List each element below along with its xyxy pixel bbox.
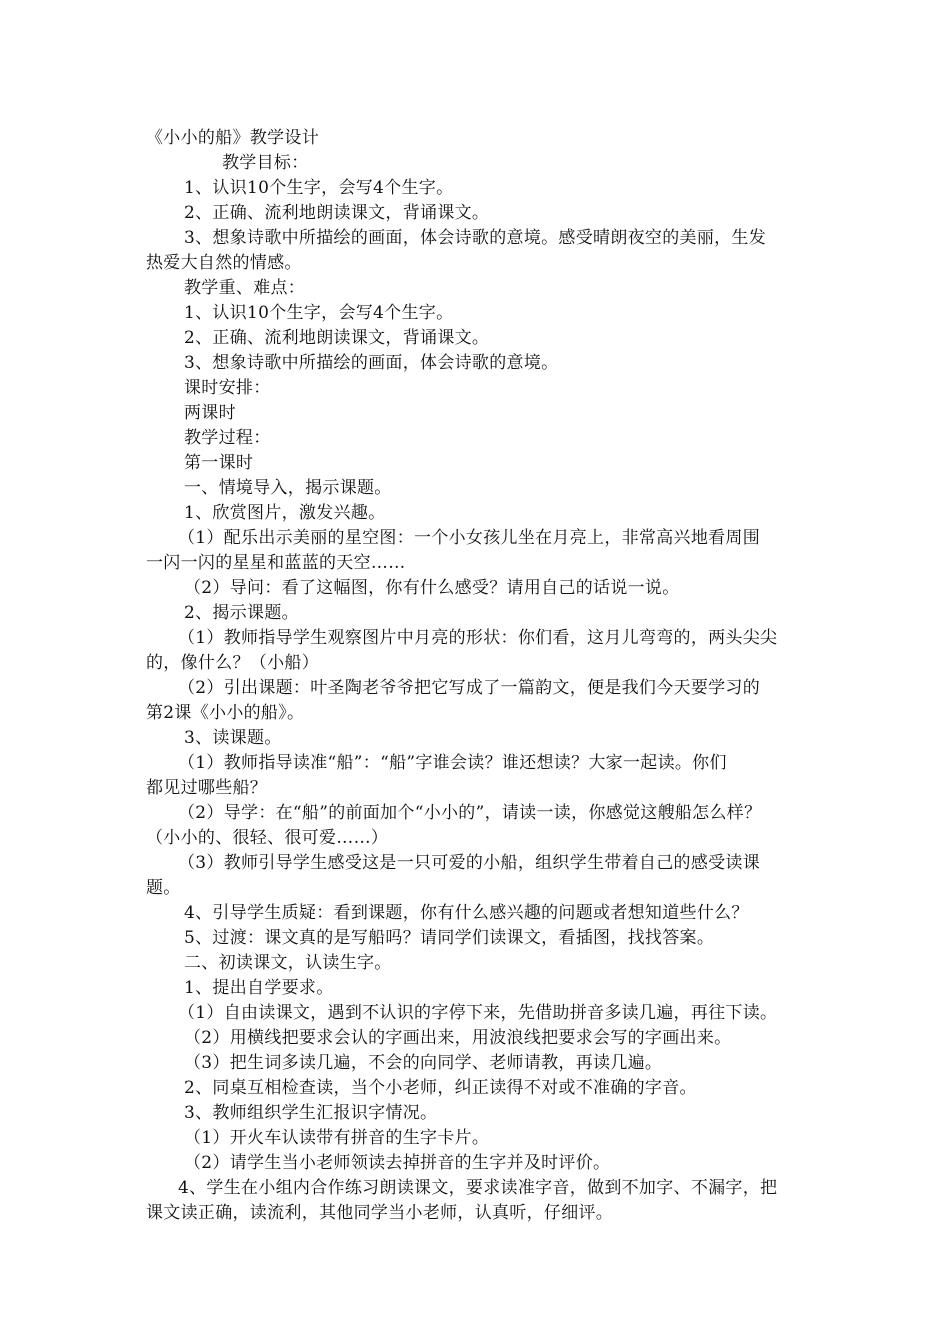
text-line: 2、同桌互相检查读，当个小老师，纠正读得不对或不准确的字音。 [184, 1078, 697, 1098]
text-line: 2、正确、流利地朗读课文，背诵课文。 [184, 328, 490, 348]
text-line: 3、想象诗歌中所描绘的画面，体会诗歌的意境。感受晴朗夜空的美丽，生发 [184, 228, 767, 248]
text-line: （2）用横线把要求会认的字画出来，用波浪线把要求会写的字画出来。 [184, 1028, 732, 1048]
text-line: 2、揭示课题。 [184, 603, 299, 623]
text-line: 热爱大自然的情感。 [146, 253, 302, 273]
text-line: 教学目标： [222, 153, 309, 173]
text-line: 教学过程： [184, 428, 271, 448]
text-line: （1）自由读课文，遇到不认识的字停下来，先借助拼音多读几遍，再往下读。 [178, 1003, 778, 1023]
text-line: 两课时 [184, 403, 236, 423]
text-line: 一、情境导入，揭示课题。 [184, 478, 392, 498]
text-line: （2）引出课题：叶圣陶老爷爷把它写成了一篇韵文，便是我们今天要学习的 [178, 678, 761, 698]
text-line: 5、过渡：课文真的是写船吗？请同学们读课文，看插图，找找答案。 [184, 928, 715, 948]
doc-title: 《小小的船》教学设计 [146, 128, 319, 148]
text-line: 二、初读课文，认读生字。 [184, 953, 392, 973]
text-line: （3）把生词多读几遍，不会的向同学、老师请教，再读几遍。 [184, 1053, 663, 1073]
text-line: （1）教师指导读准“船”：“船”字谁会读？谁还想读？大家一起读。你们 [178, 753, 727, 773]
text-line: 题。 [146, 878, 181, 898]
text-line: （小小的、很轻、很可爱……） [146, 828, 389, 848]
text-line: 教学重、难点： [184, 278, 306, 298]
text-line: （2）请学生当小老师领读去掉拼音的生字并及时评价。 [184, 1153, 611, 1173]
text-line: （3）教师引导学生感受这是一只可爱的小船，组织学生带着自己的感受读课 [178, 853, 761, 873]
text-line: （2）导学：在“船”的前面加个“小小的”，请读一读，你感觉这艘船怎么样？ [178, 803, 762, 823]
text-line: 第一课时 [184, 453, 254, 473]
text-line: 4、学生在小组内合作练习朗读课文，要求读准字音，做到不加字、不漏字，把 [178, 1178, 778, 1198]
text-line: 1、提出自学要求。 [184, 978, 334, 998]
text-line: 第2课《小小的船》。 [146, 703, 305, 723]
text-line: 3、想象诗歌中所描绘的画面，体会诗歌的意境。 [184, 353, 559, 373]
text-line: （2）导问：看了这幅图，你有什么感受？请用自己的话说一说。 [184, 578, 680, 598]
text-line: 课时安排： [184, 378, 271, 398]
text-line: 一闪一闪的星星和蓝蓝的天空…… [146, 553, 406, 573]
text-line: 的，像什么？（小船） [146, 653, 319, 673]
text-line: 1、认识10个生字，会写4个生字。 [184, 303, 454, 323]
text-line: （1）开火车认读带有拼音的生字卡片。 [184, 1128, 490, 1148]
text-line: （1）配乐出示美丽的星空图：一个小女孩儿坐在月亮上，非常高兴地看周围 [178, 528, 761, 548]
text-line: 1、认识10个生字，会写4个生字。 [184, 178, 454, 198]
text-line: 3、教师组织学生汇报识字情况。 [184, 1103, 438, 1123]
text-line: 2、正确、流利地朗读课文，背诵课文。 [184, 203, 490, 223]
text-line: 4、引导学生质疑：看到课题，你有什么感兴趣的问题或者想知道些什么？ [184, 903, 749, 923]
text-line: 1、欣赏图片，激发兴趣。 [184, 503, 386, 523]
text-line: 3、读课题。 [184, 728, 282, 748]
text-line: 课文读正确，读流利，其他同学当小老师，认真听，仔细评。 [146, 1203, 614, 1223]
text-line: （1）教师指导学生观察图片中月亮的形状：你们看，这月儿弯弯的，两头尖尖 [178, 628, 778, 648]
text-line: 都见过哪些船？ [146, 778, 268, 798]
